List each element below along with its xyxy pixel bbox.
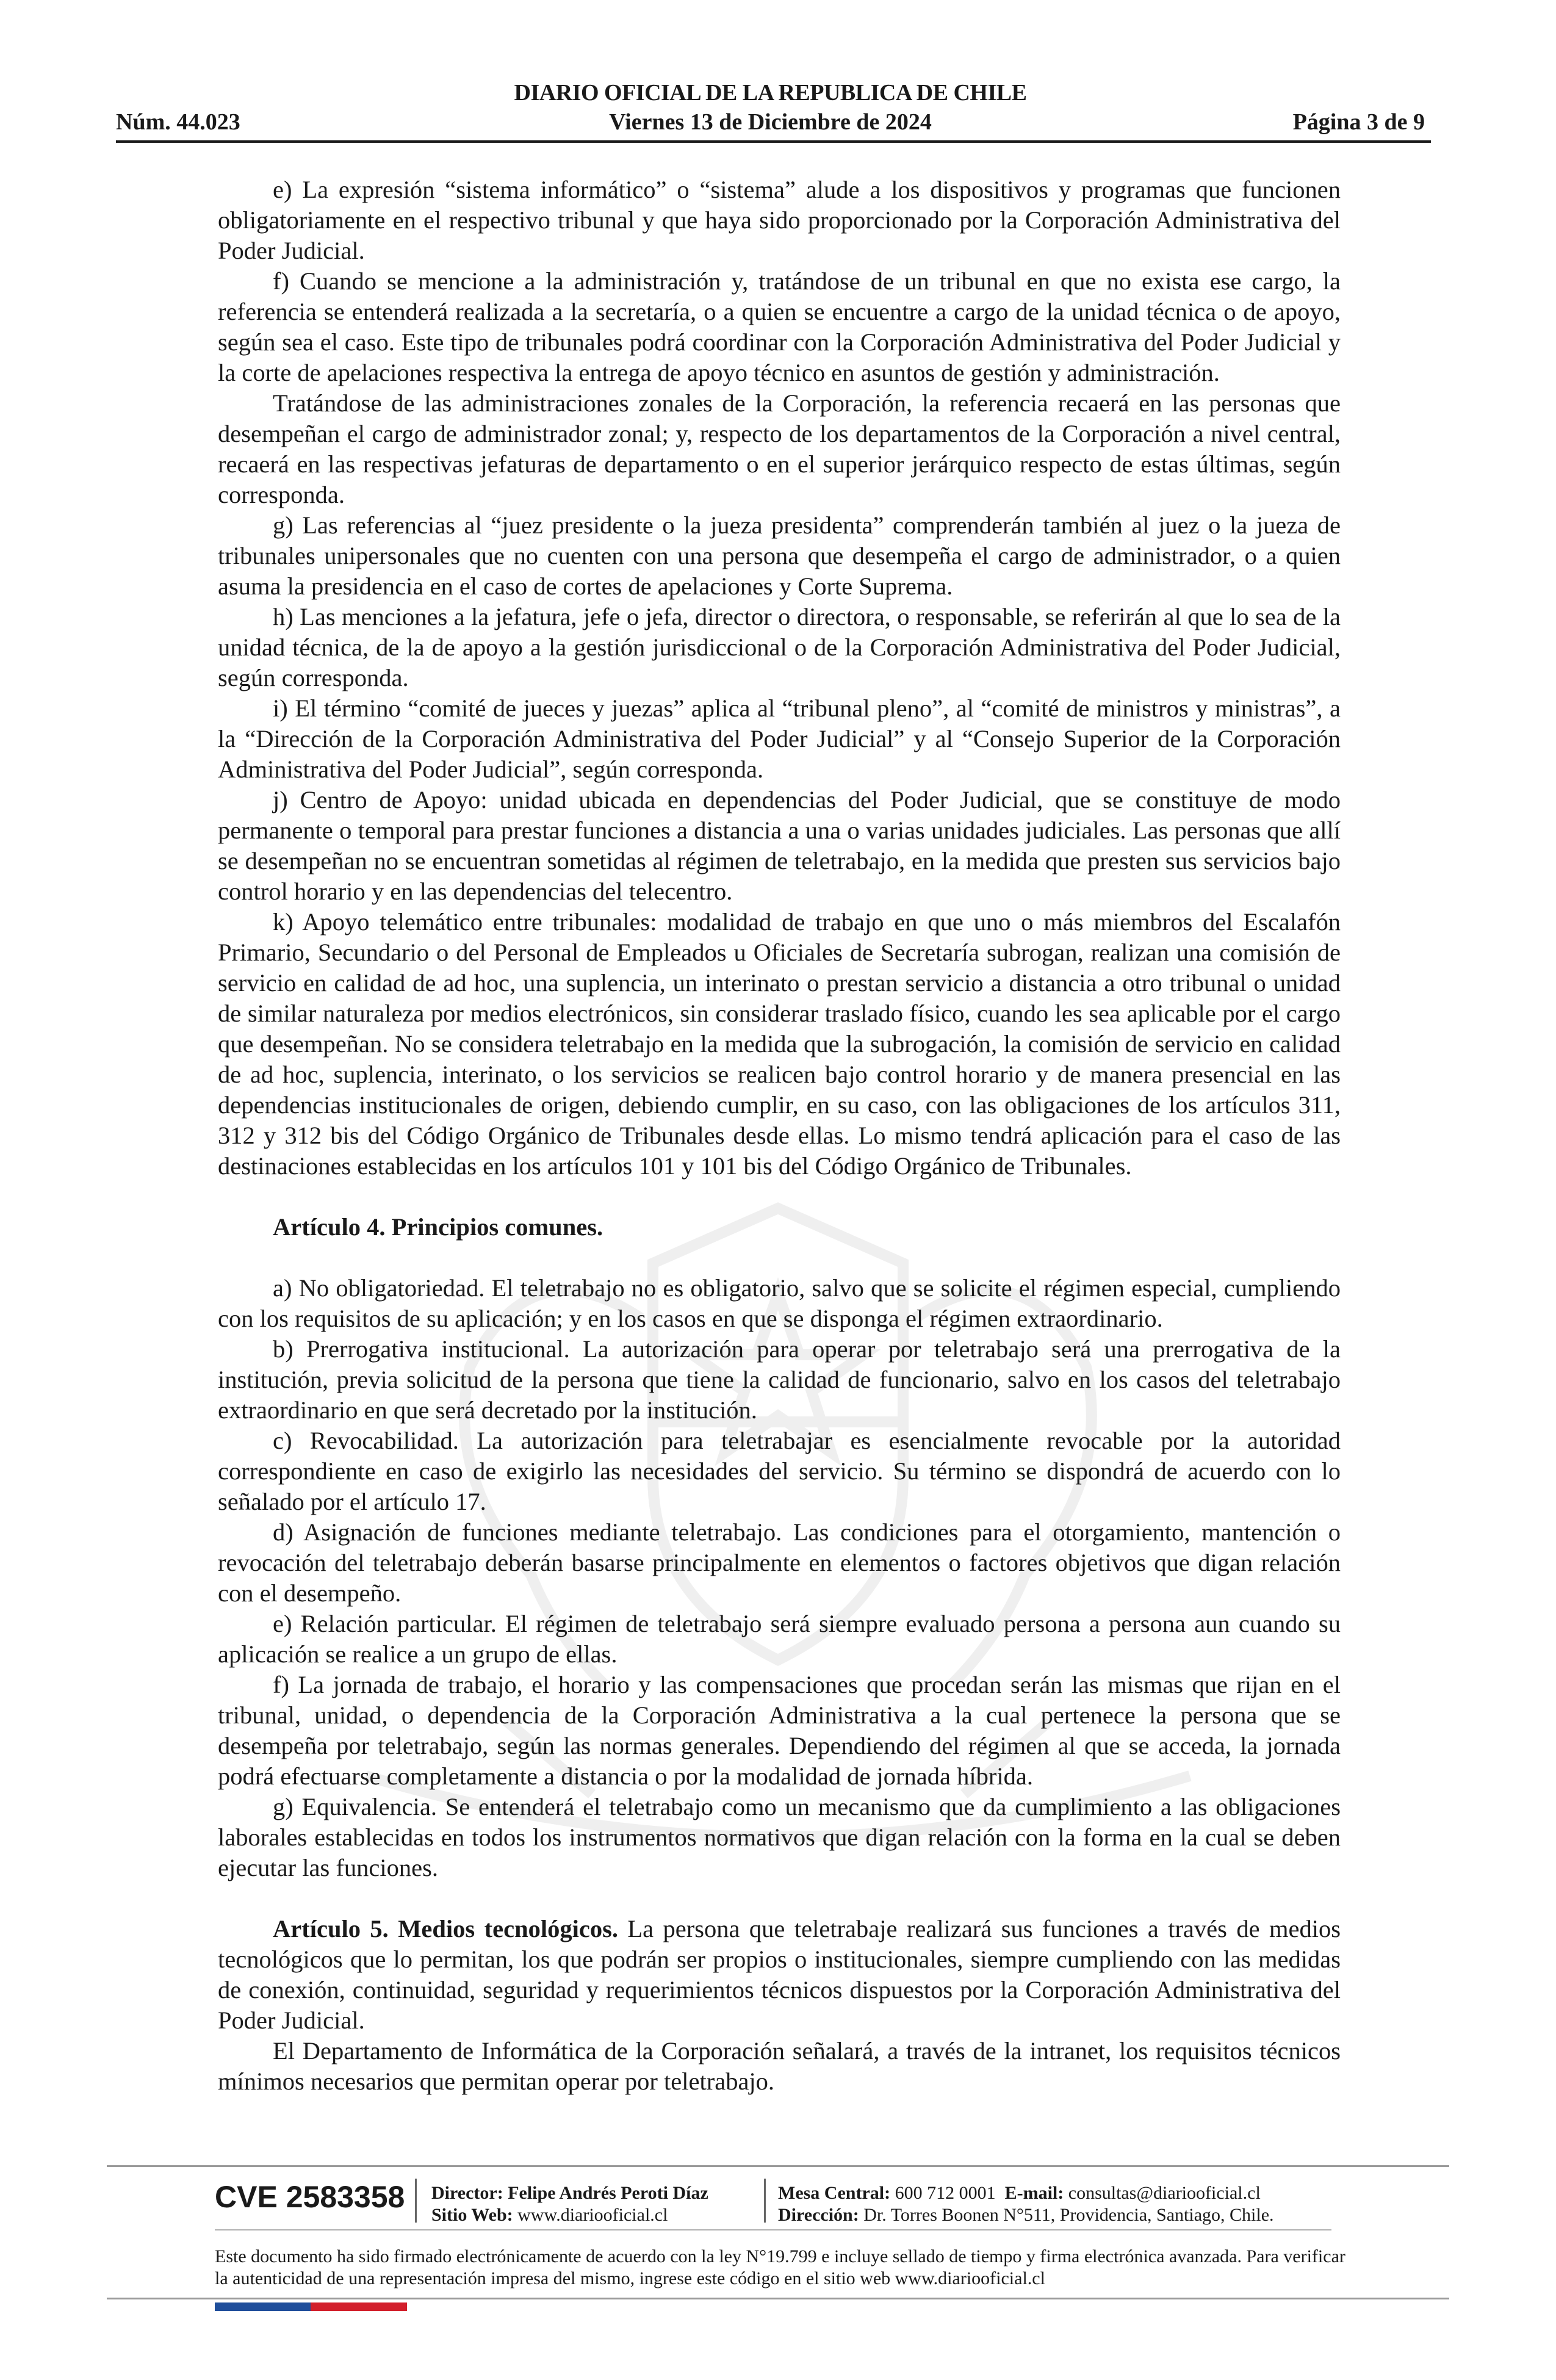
footer-director-block <box>431 2182 708 2226</box>
article-5-text: La persona que teletrabaje realizará sus funciones a través de medios tecnológicos que lo permitan, los que podrán ser propios o institucionales, siempre cumpliendo con las medidas de conexión, continuidad, seguridad y requerimientos técnicos dispuestos por la Corporación Administrativa del Poder Judicial. <box>218 1915 1341 2034</box>
definitions-section <box>218 175 1341 1181</box>
footer-divider-top <box>107 2165 1449 2167</box>
footer-divider-bottom <box>107 2298 1449 2299</box>
publication-title: DIARIO OFICIAL DE LA REPUBLICA DE CHILE <box>514 80 1027 106</box>
legal-notice: Este documento ha sido firmado electrónicamente de acuerdo con la ley N°19.799 e incluye sellado de tiempo y firma electrónica avanzada. Para verificar la autenticidad de una representación impresa del mismo, ingrese este código en el sitio web www.diariooficial.cl <box>215 2246 1345 2288</box>
email-label: E-mail: <box>1004 2183 1064 2203</box>
cve-code: CVE 2583358 <box>215 2180 405 2214</box>
definition-paragraph: e) La expresión “sistema informático” o “sistema” alude a los dispositivos y programas que funcionen obligatoriamente en el respectivo tribunal y que haya sido proporcionado por la Corporación Administrativa del Poder Judicial. <box>218 176 1341 264</box>
definition-paragraph: g) Las referencias al “juez presidente o la jueza presidenta” comprenderán también al juez o la jueza de tribunales unipersonales que no cuenten con una persona que desempeña el cargo de administrador, o a quien asuma la presidencia en el caso de cortes de apelaciones y Corte Suprema. <box>218 511 1341 600</box>
principle-paragraph: e) Relación particular. El régimen de teletrabajo será siempre evaluado persona a persona aun cuando su aplicación se realice a un grupo de ellas. <box>218 1610 1341 1668</box>
header-center <box>116 78 1425 137</box>
article-5-paragraph <box>218 1914 1341 2036</box>
principle-paragraph: a) No obligatoriedad. El teletrabajo no es obligatorio, salvo que se solicite el régimen especial, cumpliendo con los requisitos de su aplicación; y en los casos en que se disponga el régimen extraordinario. <box>218 1274 1341 1332</box>
definition-paragraph: k) Apoyo telemático entre tribunales: modalidad de trabajo en que uno o más miembros del Escalafón Primario, Secundario o del Personal de Empleados u Oficiales de Secretaría subrogan, realizan una comisión de servicio en calidad de ad hoc, una suplencia, un interinato o prestan servicio a distancia a otro tribunal o unidad de similar naturaleza por medios electrónicos, sin considerar traslado físico, cuando les sea aplicable por el cargo que desempeñan. No se considera teletrabajo en la medida que la subrogación, la comisión de servicio en calidad de ad hoc, suplencia, interinato, o los servicios se realicen bajo control horario y de manera presencial en las dependencias institucionales de origen, debiendo cumplir, en su caso, con las obligaciones de los artículos 311, 312 y 312 bis del Código Orgánico de Tribunales desde ellas. Lo mismo tendrá aplicación para el caso de las destinaciones establecidas en los artículos 101 y 101 bis del Código Orgánico de Tribunales. <box>218 908 1341 1180</box>
page-header <box>116 78 1425 145</box>
principle-paragraph: c) Revocabilidad. La autorización para teletrabajar es esencialmente revocable por la autoridad correspondiente en caso de exigirlo las necesidades del servicio. Su término se dispondrá de acuerdo con lo señalado por el artículo 17. <box>218 1427 1341 1515</box>
page-number: Página 3 de 9 <box>1292 109 1425 135</box>
publication-date: Viernes 13 de Diciembre de 2024 <box>609 109 932 135</box>
principle-paragraph: d) Asignación de funciones mediante teletrabajo. Las condiciones para el otorgamiento, mantención o revocación del teletrabajo deberán basarse principalmente en elementos o factores objetivos que digan relación con el desempeño. <box>218 1518 1341 1607</box>
definition-paragraph: h) Las menciones a la jefatura, jefe o jefa, director o directora, o responsable, se referirán al que lo sea de la unidad técnica, de la de apoyo a la gestión jurisdiccional o de la Corporación Administrativa del Poder Judicial, según corresponda. <box>218 603 1341 691</box>
address-label: Dirección: <box>778 2205 859 2225</box>
website-label: Sitio Web: <box>431 2205 513 2225</box>
article-5-paragraph-2: El Departamento de Informática de la Corporación señalará, a través de la intranet, los requisitos técnicos mínimos necesarios que permitan operar por teletrabajo. <box>218 2037 1341 2095</box>
principles-section <box>218 1273 1341 1883</box>
principle-paragraph: b) Prerrogativa institucional. La autorización para operar por teletrabajo será una prerrogativa de la institución, previa solicitud de la persona que tiene la calidad de funcionario, salvo en los casos del teletrabajo extraordinario en que será decretado por la institución. <box>218 1335 1341 1424</box>
address-text: Dr. Torres Boonen N°511, Providencia, Santiago, Chile. <box>863 2205 1274 2225</box>
website-link[interactable]: www.diariooficial.cl <box>517 2205 668 2225</box>
flag-blue-segment <box>215 2302 311 2311</box>
email-link[interactable]: consultas@diariooficial.cl <box>1068 2183 1261 2203</box>
footer-separator <box>415 2179 417 2223</box>
principle-paragraph: f) La jornada de trabajo, el horario y las compensaciones que procedan serán las mismas que rijan en el tribunal, unidad, o dependencia de la Corporación Administrativa a la cual pertenece la persona que se desempeña por teletrabajo, según las normas generales. Dependiendo del régimen al que se acceda, la jornada podrá efectuarse completamente a distancia o por la modalidad de jornada híbrida. <box>218 1671 1341 1790</box>
article-5-heading: Artículo 5. Medios tecnológicos. <box>273 1915 618 1942</box>
footer-contact-block <box>778 2182 1274 2226</box>
document-body <box>218 175 1341 2097</box>
footer-divider-mid <box>215 2229 1331 2230</box>
flag-stripe <box>215 2302 407 2311</box>
definition-paragraph: f) Cuando se mencione a la administración y, tratándose de un tribunal en que no exista ese cargo, la referencia se entenderá realizada a la secretaría, o a quien se encuentre a cargo de la unidad técnica o de apoyo, según sea el caso. Este tipo de tribunales podrá coordinar con la Corporación Administrativa del Poder Judicial y la corte de apelaciones respectiva la entrega de apoyo técnico en asuntos de gestión y administración. <box>218 267 1341 386</box>
definition-paragraph: Tratándose de las administraciones zonales de la Corporación, la referencia recaerá en las personas que desempeñan el cargo de administrador zonal; y, respecto de los departamentos de la Corporación a nivel central, recaerá en las respectivas jefaturas de departamento o en el superior jerárquico respecto de estas últimas, según corresponda. <box>218 389 1341 508</box>
definition-paragraph: i) El término “comité de jueces y juezas” aplica al “tribunal pleno”, al “comité de ministros y ministras”, a la “Dirección de la Corporación Administrativa del Poder Judicial” y al “Consejo Superior de la Corporación Administrativa del Poder Judicial”, según corresponda. <box>218 694 1341 783</box>
definition-paragraph: j) Centro de Apoyo: unidad ubicada en dependencias del Poder Judicial, que se constituye de modo permanente o temporal para prestar funciones a distancia a una o varias unidades judiciales. Las personas que allí se desempeñan no se encuentran sometidas al régimen de teletrabajo, en la medida que presten sus servicios bajo control horario y en las dependencias del telecentro. <box>218 786 1341 905</box>
phone-number: 600 712 0001 <box>895 2183 996 2203</box>
phone-label: Mesa Central: <box>778 2183 891 2203</box>
flag-red-segment <box>311 2302 407 2311</box>
footer-separator <box>764 2179 766 2223</box>
article-4-heading: Artículo 4. Principios comunes. <box>273 1213 603 1241</box>
director-name: Felipe Andrés Peroti Díaz <box>508 2183 708 2203</box>
director-label: Director: <box>431 2183 503 2203</box>
header-divider <box>116 140 1431 143</box>
principle-paragraph: g) Equivalencia. Se entenderá el teletrabajo como un mecanismo que da cumplimiento a las obligaciones laborales establecidas en todos los instrumentos normativos que digan relación con la forma en la cual se deben ejecutar las funciones. <box>218 1793 1341 1881</box>
issue-number: Núm. 44.023 <box>116 109 240 135</box>
